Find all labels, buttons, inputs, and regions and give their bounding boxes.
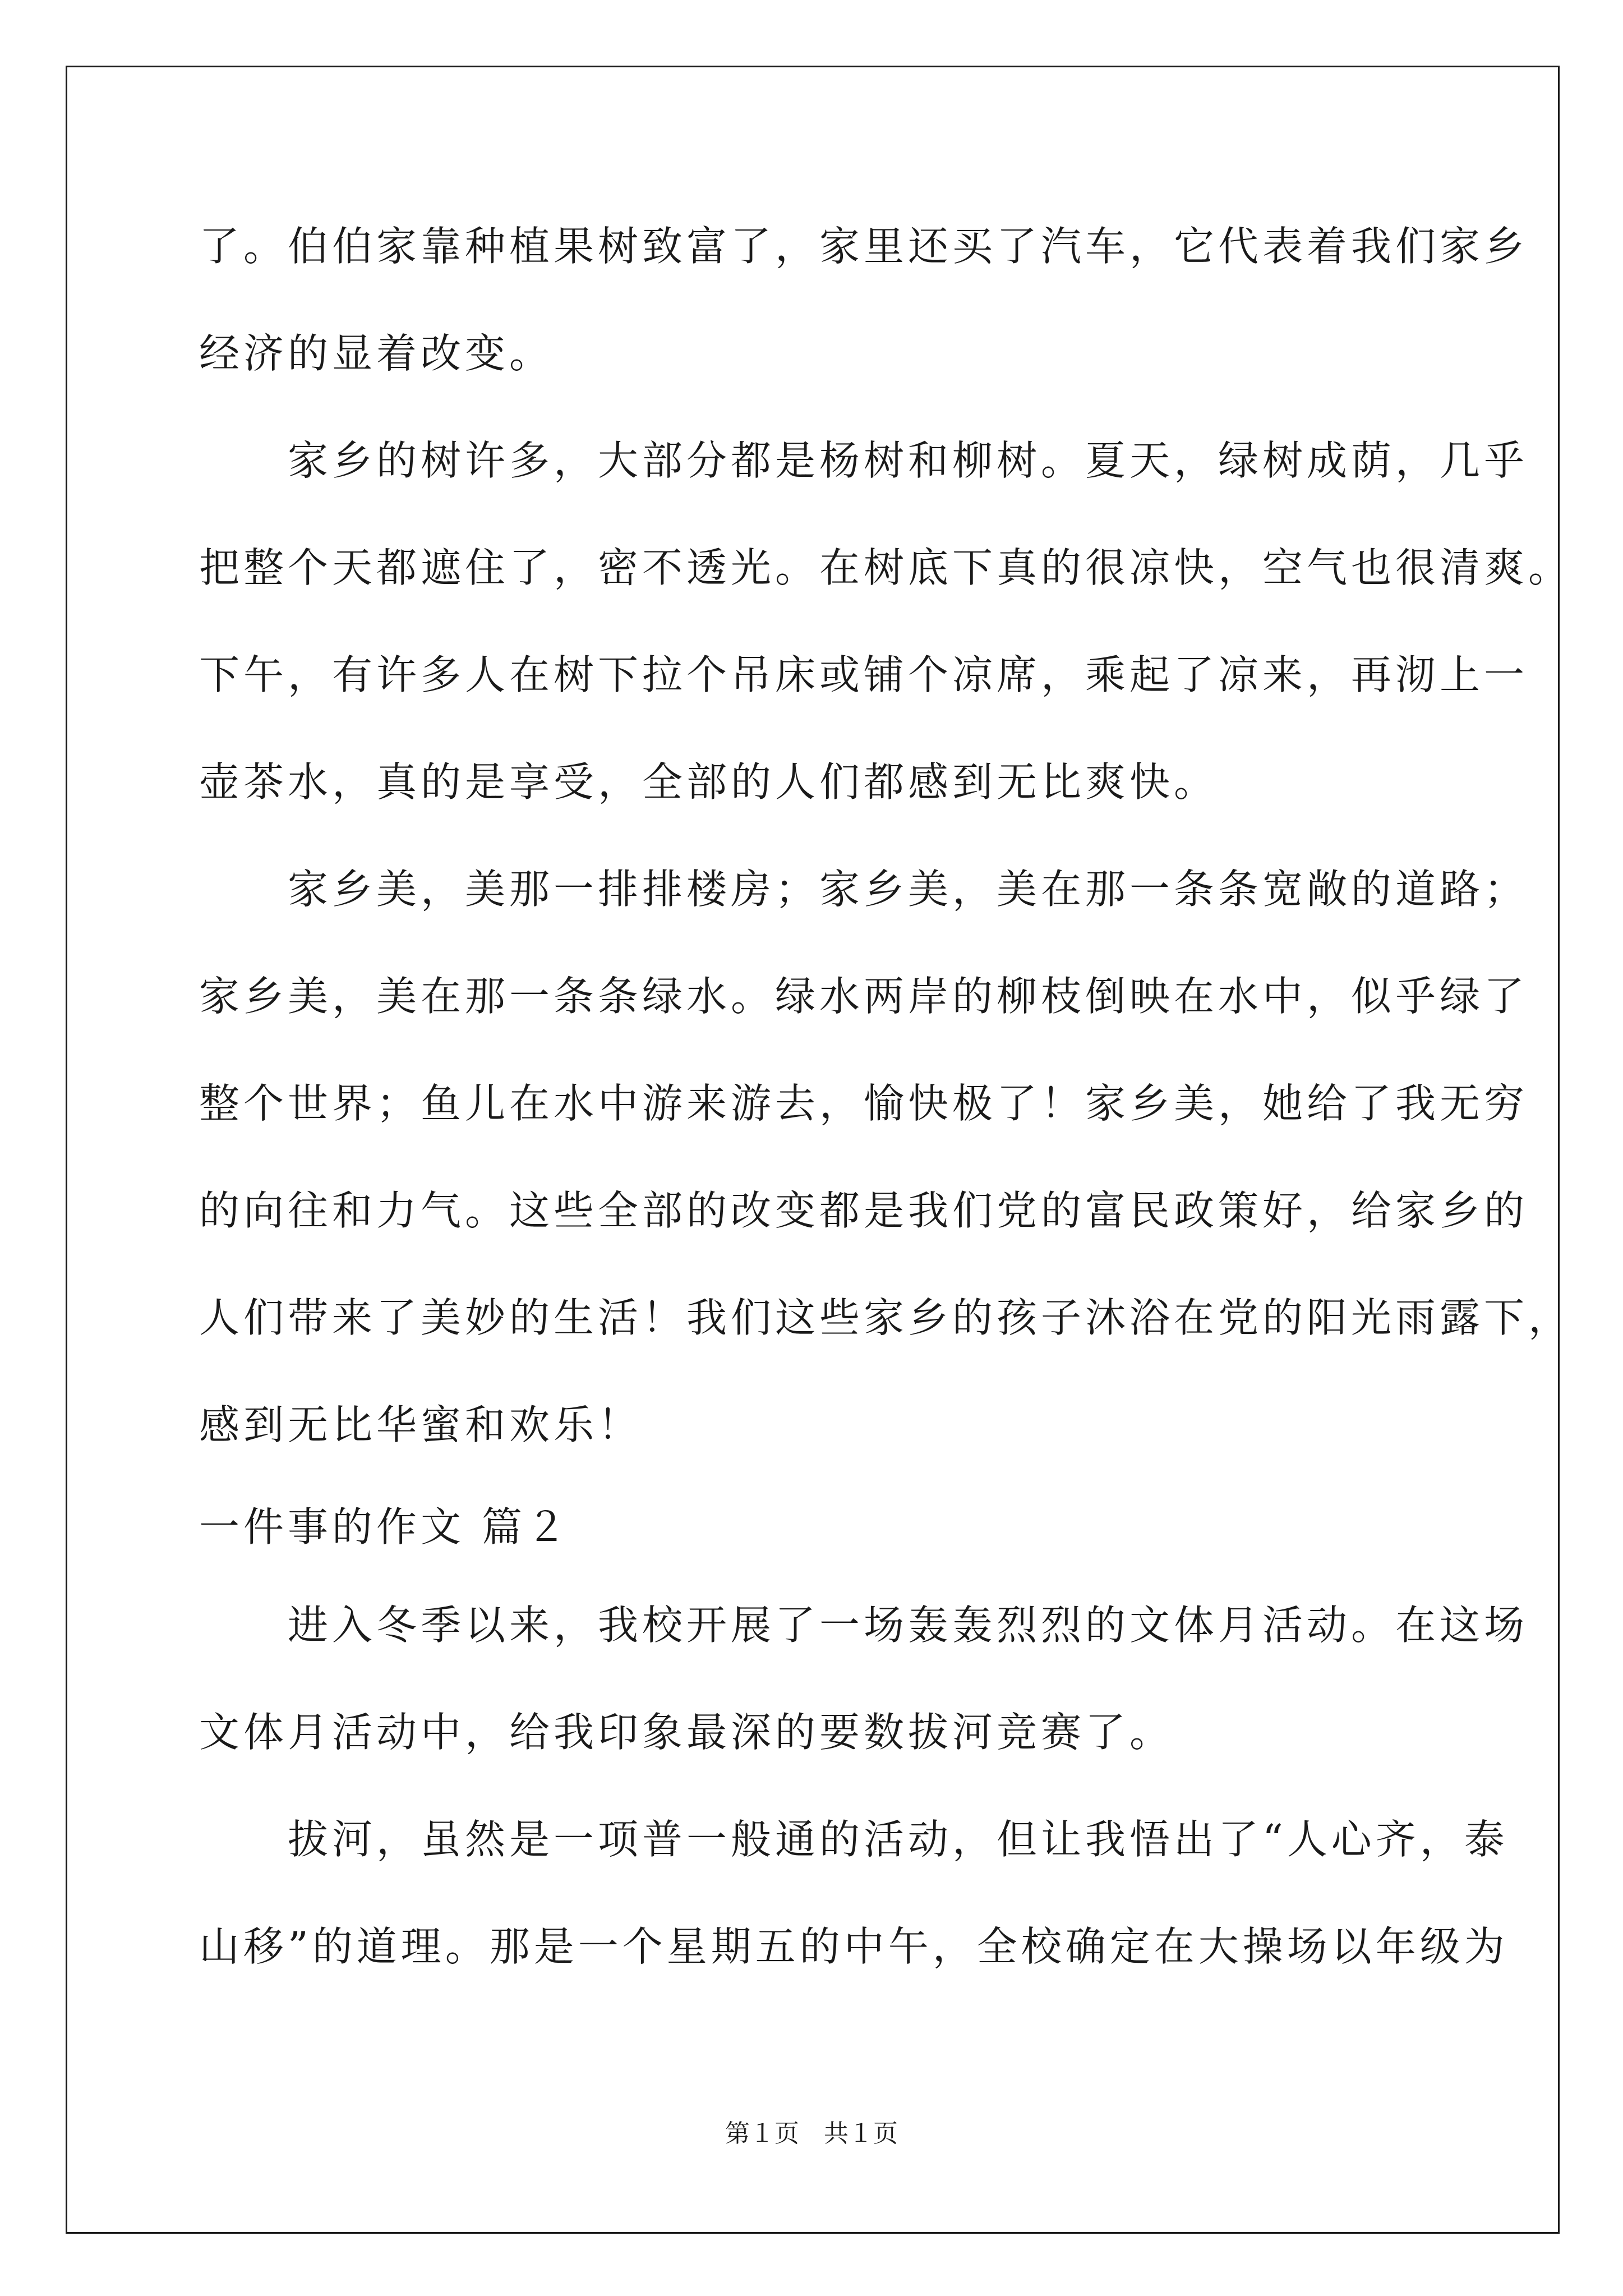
text-line: 了。伯伯家靠种植果树致富了，家里还买了汽车，它代表着我们家乡 <box>199 223 1529 270</box>
text-line: 人们带来了美妙的生活！我们这些家乡的孩子沐浴在党的阳光雨露下， <box>199 1294 1573 1341</box>
text-line: 家乡美，美那一排排楼房；家乡美，美在那一条条宽敞的道路； <box>199 866 1529 913</box>
text-line: 文体月活动中，给我印象最深的要数拔河竞赛了。 <box>199 1709 1174 1756</box>
text-line: 家乡美，美在那一条条绿水。绿水两岸的柳枝倒映在水中，似乎绿了 <box>199 973 1529 1020</box>
text-line: 感到无比华蜜和欢乐！ <box>199 1401 643 1448</box>
text-line: 下午，有许多人在树下拉个吊床或铺个凉席，乘起了凉来，再沏上一 <box>199 651 1529 698</box>
text-line: 家乡的树许多，大部分都是杨树和柳树。夏天，绿树成荫，几乎 <box>199 437 1529 484</box>
text-line: 拔河，虽然是一项普一般通的活动，但让我悟出了“人心齐，泰 <box>199 1816 1509 1863</box>
text-line: 进入冬季以来，我校开展了一场轰轰烈烈的文体月活动。在这场 <box>199 1602 1529 1649</box>
page-border <box>66 66 1560 2234</box>
text-line: 山移”的道理。那是一个星期五的中午，全校确定在大操场以年级为 <box>199 1923 1509 1970</box>
text-line: 整个世界；鱼儿在水中游来游去，愉快极了！家乡美，她给了我无穷 <box>199 1080 1529 1127</box>
page-footer: 第１页 共１页 <box>725 2119 898 2148</box>
text-line: 经济的显着改变。 <box>199 330 554 377</box>
text-line: 壶茶水，真的是享受，全部的人们都感到无比爽快。 <box>199 758 1219 806</box>
text-line: 的向往和力气。这些全部的改变都是我们党的富民政策好，给家乡的 <box>199 1187 1529 1234</box>
section-heading: 一件事的作文 篇２ <box>199 1503 570 1550</box>
text-line: 把整个天都遮住了，密不透光。在树底下真的很凉快，空气也很清爽。 <box>199 544 1573 591</box>
